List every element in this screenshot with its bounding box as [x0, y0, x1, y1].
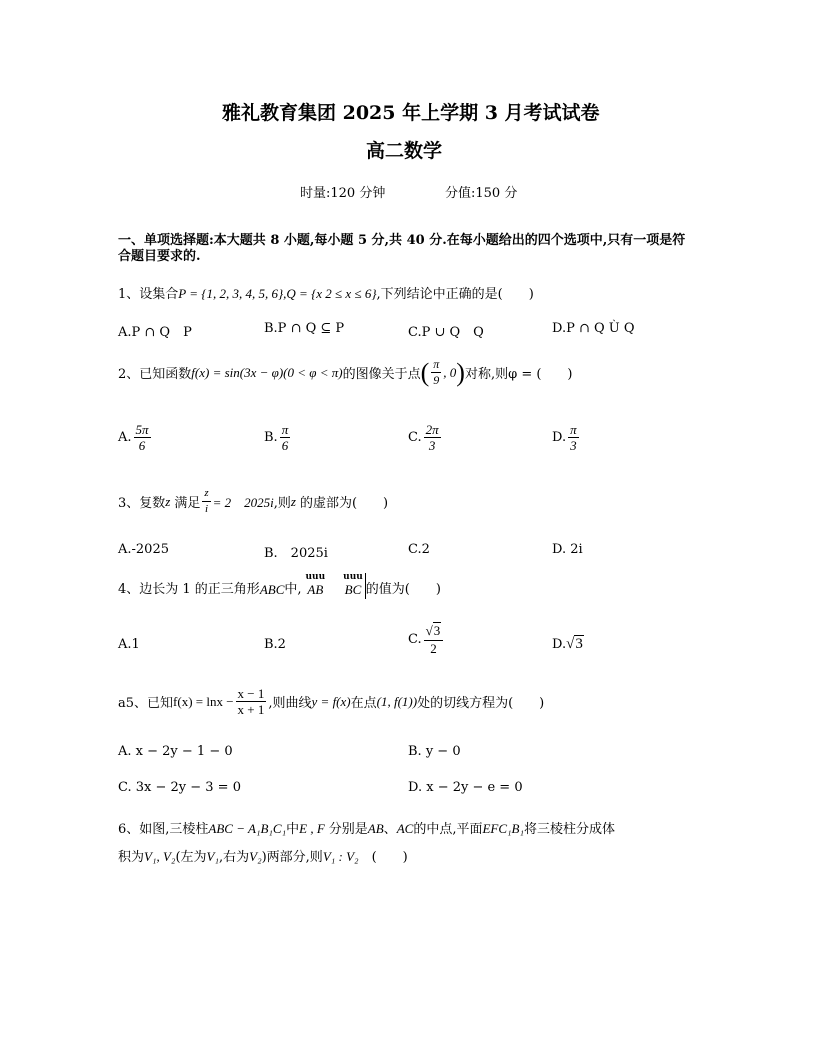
q6-line1-a: 6、如图,三棱柱: [118, 822, 209, 837]
q2-option-d: [552, 422, 581, 453]
q2-option-c-num: 2π: [425, 422, 439, 437]
section-heading: 一、单项选择题:本大题共 8 小题,每小题 5 分,共 40 分.在每小题给出的四个选项中,只有一项是符合题目要求的.: [118, 233, 686, 264]
q2-right-paren: ): [456, 357, 465, 387]
exam-score: 分值:150 分: [445, 186, 518, 201]
question-4: [118, 573, 441, 599]
q5-function: f(x) = lnx −: [173, 693, 234, 709]
q2-option-a-den: 6: [138, 438, 146, 453]
q1-prefix: 1、设集合: [118, 287, 179, 302]
q4-triangle: ABC: [259, 582, 285, 597]
q4-option-b: B.2: [264, 637, 286, 652]
q4-option-c-rad: 3: [433, 623, 441, 638]
q3-z: z: [165, 493, 171, 509]
q5-fraction: [236, 686, 267, 717]
q2-option-c-label: C.: [408, 430, 422, 445]
q2-option-b-den: 6: [281, 438, 289, 453]
q4-option-c-num: [424, 622, 444, 641]
q6-ef: E , F: [299, 821, 325, 836]
exam-title: 雅礼教育集团 2025 年上学期 3 月考试试卷: [222, 102, 600, 124]
q3-frac-num: z: [202, 486, 210, 502]
q2-mid: 的图像关于点: [342, 367, 421, 382]
q3-option-d: D. 2i: [552, 542, 583, 557]
q1-option-d: D.P ∩ Q Ù Q: [552, 321, 635, 336]
q6-line2-d: )两部分,则: [261, 850, 323, 865]
exam-subject: 高二数学: [366, 140, 443, 162]
q3-equation: = 2 2025i: [212, 495, 274, 510]
q2-option-d-label: D.: [552, 430, 567, 445]
q1-suffix: ,下列结论中正确的是( ): [376, 287, 534, 302]
q6-plane: EFC₁B₁: [482, 821, 524, 836]
q2-option-d-fraction: [568, 422, 579, 453]
q3-suffix: 的虚部为( ): [299, 496, 389, 511]
q2-prefix: 2、已知函数: [118, 367, 192, 382]
q6-ab: AB: [367, 821, 384, 836]
q2-option-b-label: B.: [264, 430, 278, 445]
q5-mid2: 在点: [350, 696, 377, 711]
q5-point: (1, f(1)): [376, 693, 418, 709]
q4-option-d: [552, 636, 584, 653]
q2-point-fraction: [431, 357, 441, 388]
question-2: [118, 357, 573, 388]
q2-option-a: [118, 422, 153, 453]
q1-option-a: A.P ∩ Q P: [118, 325, 192, 340]
q3-mid2: ,则: [273, 496, 291, 511]
q6-ac: AC: [396, 821, 414, 836]
q6-v1: V₁: [206, 849, 219, 864]
q3-option-c: C.2: [408, 542, 430, 557]
q5-option-b: B. y − 0: [408, 744, 461, 759]
q4-option-c-label: C.: [408, 631, 422, 647]
q6-line2-a: 积为: [118, 850, 145, 865]
q4-option-c: [408, 622, 445, 656]
q6-line2-b: (左为: [175, 850, 207, 865]
q4-vector-ab-arrow: uuu: [305, 572, 326, 582]
q2-option-c: [408, 422, 443, 453]
question-5: [118, 686, 544, 717]
q2-option-d-den: 3: [570, 438, 577, 453]
q1-set-q: Q = {x 2 ≤ x ≤ 6}: [286, 286, 377, 301]
q2-function: f(x) = sin(3x − φ)(0 < φ < π): [191, 364, 343, 380]
q6-line2-c: ,右为: [218, 850, 250, 865]
q2-option-b-fraction: [280, 422, 291, 453]
q1-option-b: B.P ∩ Q ⊆ P: [264, 321, 345, 336]
q2-option-b-num: π: [281, 422, 289, 437]
q5-frac-num: x − 1: [237, 686, 265, 701]
q6-line2-e: ( ): [358, 850, 408, 865]
q5-option-d: D. x − 2y − e = 0: [408, 780, 523, 795]
q6-line1-b: 中: [286, 822, 300, 837]
q6-prism: ABC − A₁B₁C₁: [208, 821, 287, 836]
q4-vector-ab: [306, 573, 326, 599]
q2-option-a-fraction: [134, 422, 151, 453]
q4-mid: 中,: [284, 582, 302, 597]
q5-frac-den: x + 1: [237, 702, 265, 717]
q3-frac-den: i: [204, 503, 209, 515]
q5-suffix: 处的切线方程为( ): [417, 696, 545, 711]
q4-vector-bc-label: BC: [344, 582, 362, 597]
q2-option-a-num: 5π: [135, 422, 149, 437]
q3-option-a: A.-2025: [118, 542, 169, 557]
q4-prefix: 4、边长为 1 的正三角形: [118, 582, 260, 597]
q4-option-c-fraction: [424, 622, 444, 656]
q6-line1-d: 、: [383, 822, 397, 837]
q6-line1-c: 分别是: [328, 822, 368, 837]
q6-v12: V₁, V₂: [144, 849, 176, 864]
q6-v2: V₂: [249, 849, 262, 864]
q4-vector-ab-label: AB: [307, 582, 324, 597]
q3-fraction: [202, 486, 210, 517]
q4-option-a: A.1: [118, 637, 140, 652]
q4-vector-bc: [343, 573, 366, 599]
question-6-line-1: [118, 818, 615, 837]
q4-vector-bc-arrow: uuu: [343, 572, 363, 582]
q6-line1-e: 的中点,平面: [413, 822, 483, 837]
question-3: [118, 486, 388, 517]
q5-prefix: a5、已知: [118, 696, 174, 711]
q5-option-a: A. x − 2y − 1 − 0: [118, 744, 233, 759]
q3-option-b: B. 2025i: [264, 546, 328, 561]
q2-suffix: 对称,则φ = ( ): [464, 367, 573, 382]
q2-option-c-fraction: [424, 422, 441, 453]
q4-option-d-sqrt: √3: [566, 636, 583, 652]
q2-option-b: [264, 422, 292, 453]
q5-mid: ,则曲线: [268, 696, 312, 711]
q2-point-num: π: [433, 357, 440, 371]
q4-option-d-label: D.: [552, 637, 567, 652]
q2-option-a-label: A.: [118, 430, 132, 445]
q2-option-d-num: π: [570, 422, 577, 437]
q2-point-rest: , 0: [443, 364, 457, 380]
q6-line1-f: 将三棱柱分成体: [524, 822, 616, 837]
q2-option-c-den: 3: [428, 438, 436, 453]
question-6-line-2: [118, 846, 408, 865]
q4-option-d-rad: 3: [575, 636, 583, 652]
q5-curve: y = f(x): [311, 693, 351, 709]
q3-z2: z: [290, 493, 296, 509]
exam-time: 时量:120 分钟: [300, 186, 386, 201]
q2-point-den: 9: [433, 373, 440, 387]
q3-mid: 满足: [174, 496, 201, 511]
q1-option-c: C.P ∪ Q Q: [408, 325, 484, 340]
q2-left-paren: (: [420, 357, 430, 387]
q4-suffix: 的值为( ): [365, 582, 441, 597]
q3-prefix: 3、复数: [118, 496, 166, 511]
q6-ratio: V₁ : V₂: [322, 849, 359, 864]
q1-set-p: P = {1, 2, 3, 4, 5, 6},: [178, 286, 287, 301]
q4-option-c-den: 2: [430, 641, 437, 656]
question-1: [118, 283, 534, 302]
q5-option-c: C. 3x − 2y − 3 = 0: [118, 780, 241, 795]
q4-option-c-sqrt: √3: [425, 623, 441, 638]
